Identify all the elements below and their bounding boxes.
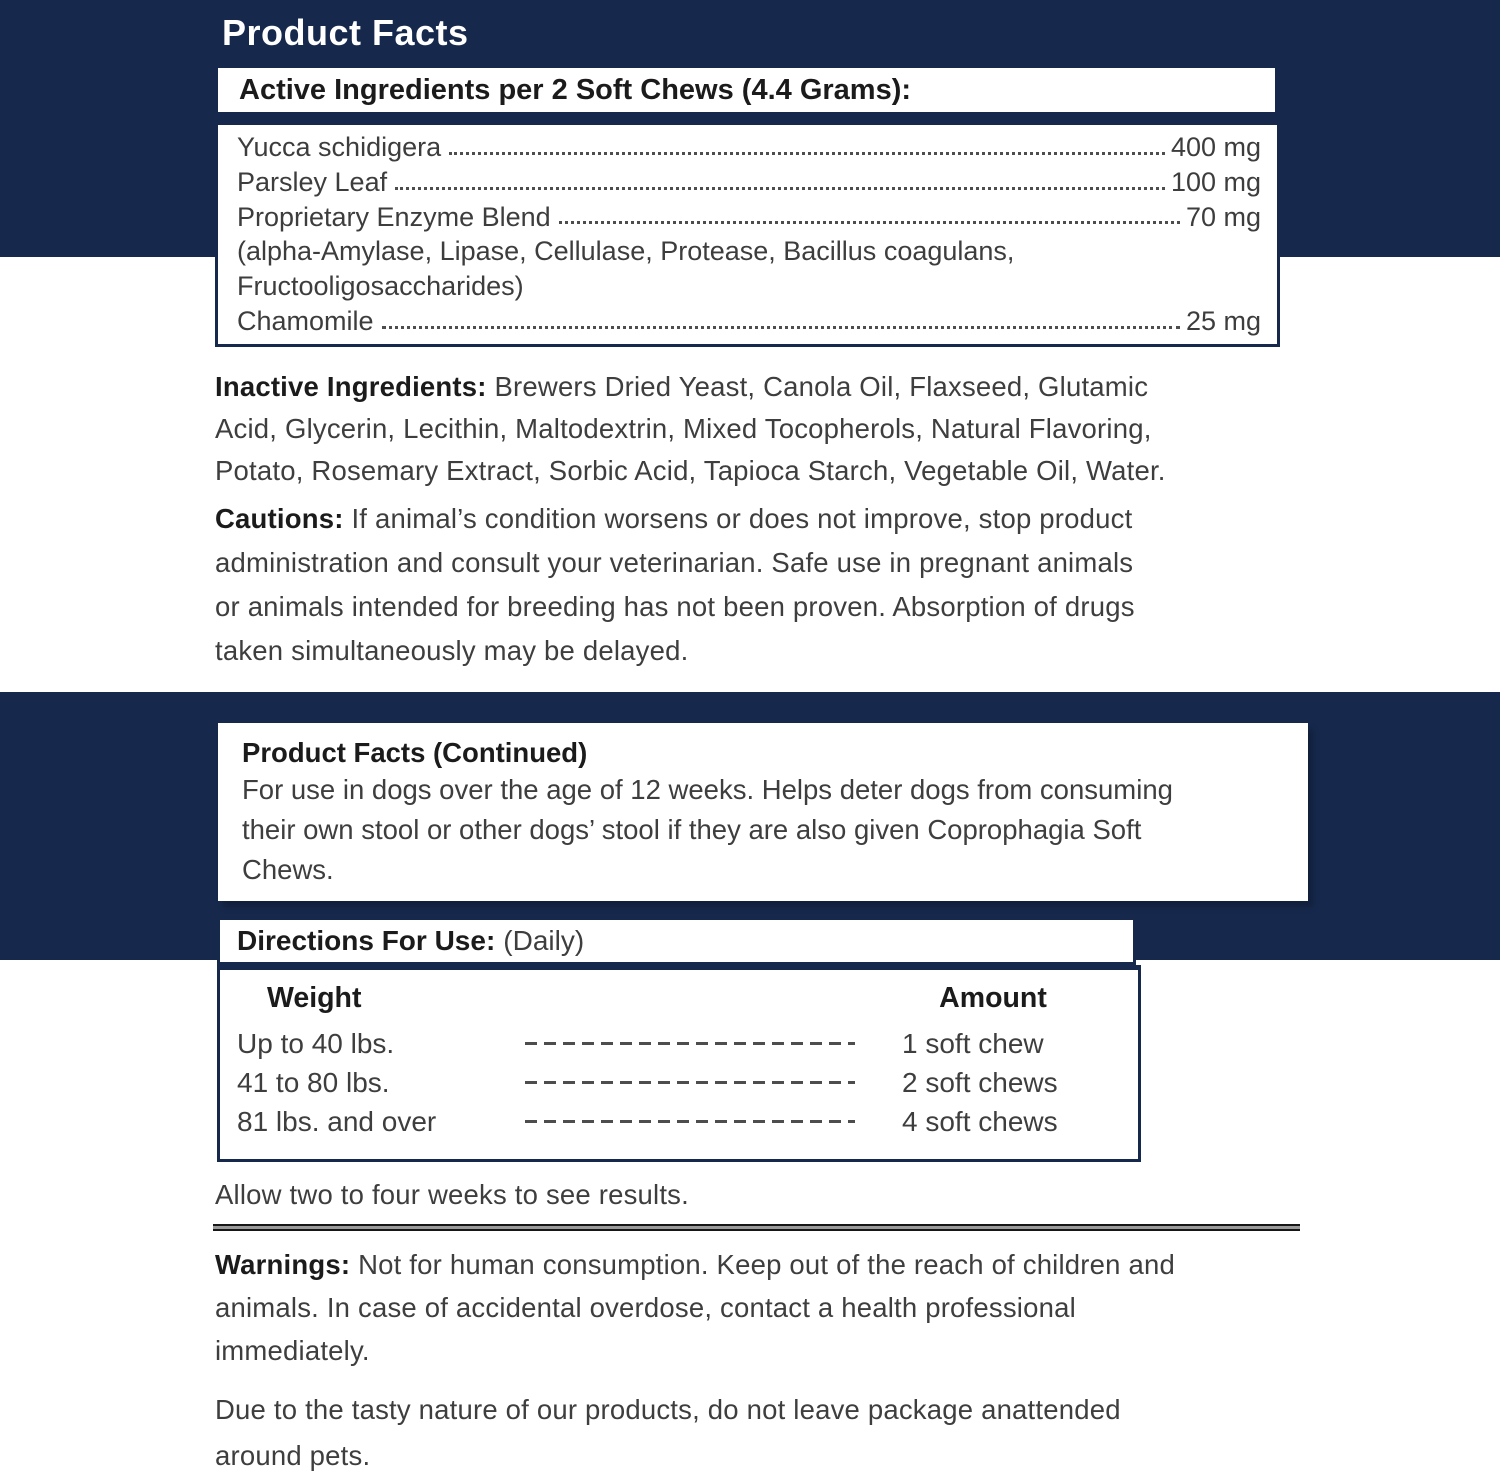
paragraph-text: If animal’s condition worsens or does not improve, stop product	[351, 503, 1133, 534]
dose-amount: 2 soft chews	[902, 1067, 1058, 1098]
page-title: Product Facts	[222, 12, 469, 53]
paragraph-line: For use in dogs over the age of 12 weeks. Helps deter dogs from consuming	[242, 774, 1173, 805]
paragraph-line: Acid, Glycerin, Lecithin, Maltodextrin, Mixed Tocopherols, Natural Flavoring,	[215, 413, 1152, 444]
dashed-leader	[525, 1042, 855, 1045]
inactive-ingredients-paragraph	[215, 366, 1166, 492]
weight-range: Up to 40 lbs.	[237, 1028, 395, 1059]
dosage-table-header-row	[237, 980, 1121, 1016]
paragraph-line	[215, 366, 1166, 408]
directions-daily: (Daily)	[503, 925, 585, 956]
dashed-leader	[525, 1120, 855, 1123]
ingredient-row	[237, 130, 1261, 165]
dash-leader-cell	[525, 1063, 865, 1102]
dosage-row	[237, 1102, 1121, 1141]
ingredient-name: Parsley Leaf	[237, 166, 388, 197]
ingredient-row	[237, 200, 1261, 235]
ingredient-note-line: (alpha-Amylase, Lipase, Cellulase, Protease, Bacillus coagulans,	[237, 236, 1015, 267]
directions-header	[217, 917, 1136, 965]
dash-leader-cell	[525, 1024, 865, 1063]
inactive-ingredients-label: Inactive Ingredients:	[215, 371, 487, 402]
weight-range: 41 to 80 lbs.	[237, 1067, 390, 1098]
dosage-table	[217, 965, 1141, 1162]
cautions-paragraph	[215, 497, 1135, 673]
warnings-label: Warnings:	[215, 1249, 351, 1280]
dotted-leader	[382, 326, 1180, 329]
paragraph-text: Brewers Dried Yeast, Canola Oil, Flaxseed, Glutamic	[494, 371, 1149, 402]
ingredient-row	[237, 165, 1261, 200]
ingredient-amount: 25 mg	[1185, 305, 1261, 336]
ingredient-note-line: Fructooligosaccharides)	[237, 271, 524, 302]
paragraph-line: Due to the tasty nature of our products, do not leave package anattended	[215, 1394, 1121, 1425]
paragraph-line: animals. In case of accidental overdose, contact a health professional	[215, 1292, 1076, 1323]
ingredient-name: Yucca schidigera	[237, 132, 442, 162]
weight-column-header: Weight	[267, 982, 362, 1014]
active-ingredients-header	[215, 65, 1278, 115]
ingredient-name: Chamomile	[237, 305, 374, 336]
active-ingredients-header-label: Active Ingredients per 2 Soft Chews (4.4 Grams):	[239, 73, 912, 106]
paragraph-line	[215, 1243, 1175, 1286]
weight-range: 81 lbs. and over	[237, 1106, 437, 1137]
paragraph-line: Potato, Rosemary Extract, Sorbic Acid, Tapioca Starch, Vegetable Oil, Water.	[215, 455, 1166, 486]
dash-leader-cell	[525, 1102, 865, 1141]
horizontal-divider	[213, 1224, 1300, 1231]
dosage-row	[237, 1024, 1121, 1063]
paragraph-line: immediately.	[215, 1335, 370, 1366]
ingredient-name: Proprietary Enzyme Blend	[237, 201, 551, 232]
results-note: Allow two to four weeks to see results.	[215, 1179, 689, 1210]
spacer-cell	[525, 980, 865, 1016]
paragraph-text: Not for human consumption. Keep out of the reach of children and	[358, 1249, 1175, 1280]
dotted-leader	[395, 187, 1165, 190]
dose-amount: 4 soft chews	[902, 1106, 1058, 1137]
ingredient-amount: 70 mg	[1185, 201, 1261, 232]
ingredient-amount: 400 mg	[1170, 132, 1261, 162]
warnings-paragraph	[215, 1243, 1175, 1372]
dosage-row	[237, 1063, 1121, 1102]
ingredient-row	[237, 304, 1261, 339]
paragraph-line: administration and consult your veterinarian. Safe use in pregnant animals	[215, 547, 1134, 578]
paragraph-line: Chews.	[242, 854, 334, 885]
active-ingredients-list	[215, 122, 1280, 347]
directions-label: Directions For Use:	[237, 925, 496, 956]
continued-title: Product Facts (Continued)	[242, 737, 588, 768]
paragraph-line	[215, 497, 1135, 541]
dose-amount: 1 soft chew	[902, 1028, 1044, 1059]
dashed-leader	[525, 1081, 855, 1084]
storage-note-paragraph	[215, 1387, 1121, 1472]
dotted-leader	[449, 152, 1165, 155]
paragraph-line: around pets.	[215, 1440, 371, 1471]
paragraph-line: or animals intended for breeding has not been proven. Absorption of drugs	[215, 591, 1135, 622]
product-facts-continued-box	[218, 723, 1308, 901]
paragraph-line: their own stool or other dogs’ stool if they are also given Coprophagia Soft	[242, 814, 1142, 845]
ingredient-amount: 100 mg	[1170, 166, 1261, 197]
dotted-leader	[559, 221, 1180, 224]
amount-column-header: Amount	[939, 982, 1047, 1014]
cautions-label: Cautions:	[215, 503, 344, 534]
paragraph-line: taken simultaneously may be delayed.	[215, 635, 689, 666]
